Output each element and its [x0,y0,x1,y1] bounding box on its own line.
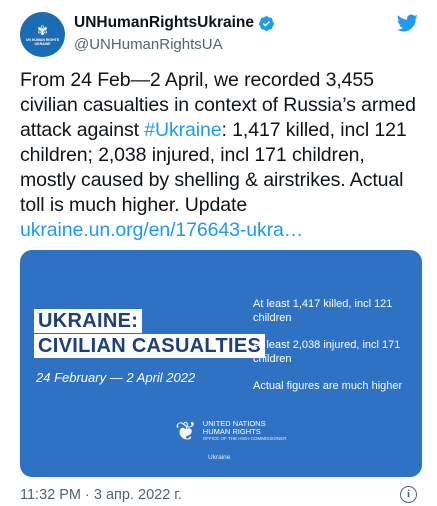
tweet-timestamp[interactable]: 11:32 PM · 3 апр. 2022 г. [20,487,182,503]
card-facts [253,298,418,408]
card-dates: 24 February — 2 April 2022 [36,370,196,385]
logo-line3: OFFICE OF THE HIGH COMMISSIONER [202,436,287,441]
media-card[interactable] [20,250,422,477]
un-emblem-icon: ✾ [37,22,48,38]
un-laurel-icon: ❦ [175,416,197,446]
hashtag-link[interactable]: #Ukraine [144,119,222,141]
card-title-line1: UKRAINE: [34,309,142,333]
avatar-text: UN HUMAN RIGHTS UKRAINE [25,37,60,46]
un-human-rights-logo [175,418,286,444]
tweet-text [20,68,425,243]
card-graphic [20,250,422,477]
tweet-text-part1: From 24 Feb—2 April, we recorded 3,455 civilian casualties in context of Russia’s armed attack against [20,69,416,141]
tweet-text-part2: : 1,417 killed, incl 121 children; 2,038 injured, incl 171 children, mostly caused by shelling & airstrikes. Actual toll is much higher. Update [20,119,407,216]
account-name-row [74,14,275,32]
fact-killed: At least 1,417 killed, incl 121 children [253,298,393,324]
display-name[interactable]: UNHumanRightsUkraine [74,14,254,31]
account-handle[interactable]: @UNHumanRightsUA [74,36,223,53]
card-title-line2: CIVILIAN CASUALTIES [34,334,265,358]
fact-actual: Actual figures are much higher [253,380,403,392]
logo-line1: UNITED NATIONS [202,419,266,428]
logo-country: Ukraine [208,454,231,461]
twitter-bird-icon[interactable] [395,12,419,34]
logo-line2: HUMAN RIGHTS [202,427,261,436]
fact-injured: At least 2,038 injured, incl 171 children [253,339,401,365]
info-icon[interactable]: i [400,486,417,503]
verified-badge-icon [258,15,275,32]
update-link[interactable]: ukraine.un.org/en/176643-ukra… [20,219,304,241]
avatar[interactable] [20,12,65,57]
